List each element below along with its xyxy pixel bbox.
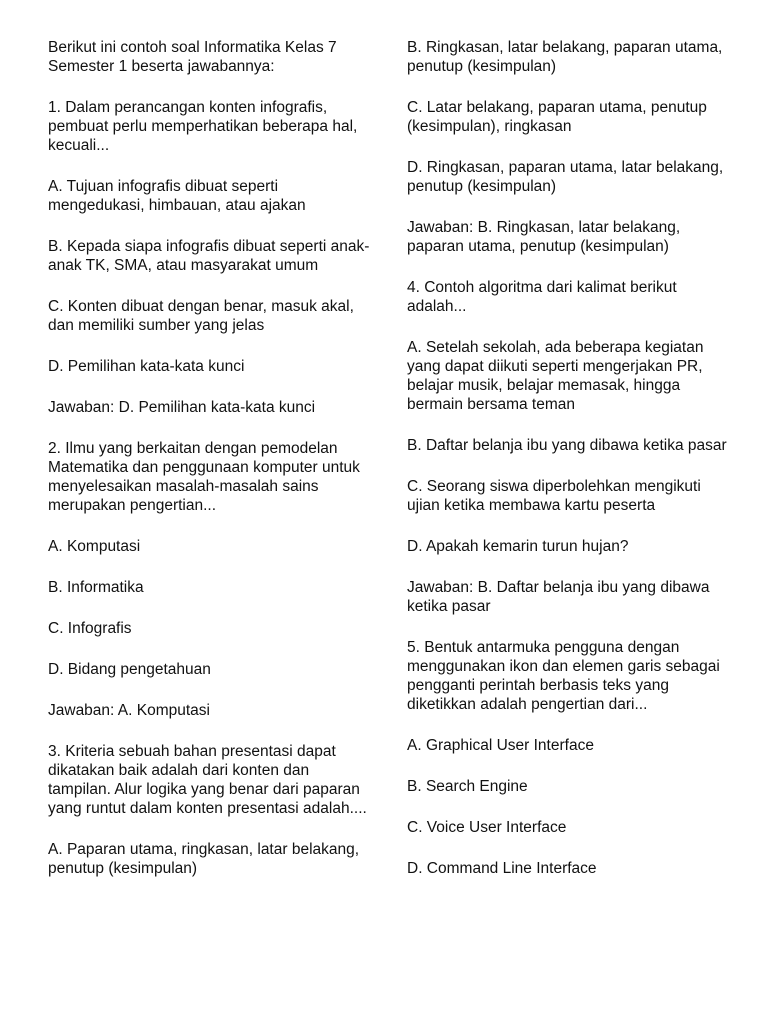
- question-3: 3. Kriteria sebuah bahan presentasi dapat dikatakan baik adalah dari konten dan tampilan. Alur logika yang benar dari paparan yang runtut dalam konten presentasi adalah....: [48, 743, 367, 817]
- q2-option-b: B. Informatika: [48, 579, 144, 596]
- q5-option-b: B. Search Engine: [407, 778, 528, 795]
- q5-option-c: C. Voice User Interface: [407, 819, 567, 836]
- q1-answer: Jawaban: D. Pemilihan kata-kata kunci: [48, 399, 316, 416]
- q2-option-d: D. Bidang pengetahuan: [48, 661, 211, 678]
- q4-answer: Jawaban: B. Daftar belanja ibu yang dibawa ketika pasar: [407, 579, 710, 615]
- q2-option-c: C. Infografis: [48, 620, 132, 637]
- q2-answer: Jawaban: A. Komputasi: [48, 702, 210, 719]
- q4-option-d: D. Apakah kemarin turun hujan?: [407, 538, 629, 555]
- q1-option-b: B. Kepada siapa infografis dibuat seperti anak-anak TK, SMA, atau masyarakat umum: [48, 238, 370, 274]
- q4-option-a: A. Setelah sekolah, ada beberapa kegiatan yang dapat diikuti seperti mengerjakan PR, belajar musik, belajar memasak, hingga bermain bersama teman: [407, 339, 704, 413]
- q3-option-c: C. Latar belakang, paparan utama, penutup (kesimpulan), ringkasan: [407, 99, 707, 135]
- left-column: [48, 38, 370, 900]
- q5-option-d: D. Command Line Interface: [407, 860, 597, 877]
- q2-option-a: A. Komputasi: [48, 538, 141, 555]
- right-column: [407, 38, 729, 900]
- q5-option-a: A. Graphical User Interface: [407, 737, 594, 754]
- q1-option-d: D. Pemilihan kata-kata kunci: [48, 358, 245, 375]
- question-5: 5. Bentuk antarmuka pengguna dengan menggunakan ikon dan elemen garis sebagai pengganti perintah berbasis teks yang diketikkan adalah pengertian dari...: [407, 639, 720, 713]
- q1-option-c: C. Konten dibuat dengan benar, masuk akal, dan memiliki sumber yang jelas: [48, 298, 354, 334]
- q4-option-c: C. Seorang siswa diperbolehkan mengikuti ujian ketika membawa kartu peserta: [407, 478, 701, 514]
- q3-option-b: B. Ringkasan, latar belakang, paparan utama, penutup (kesimpulan): [407, 39, 723, 75]
- q3-option-a: A. Paparan utama, ringkasan, latar belakang, penutup (kesimpulan): [48, 841, 360, 877]
- q4-option-b: B. Daftar belanja ibu yang dibawa ketika pasar: [407, 437, 727, 454]
- question-1: 1. Dalam perancangan konten infografis, pembuat perlu memperhatikan beberapa hal, kecuali...: [48, 99, 358, 154]
- q1-option-a: A. Tujuan infografis dibuat seperti mengedukasi, himbauan, atau ajakan: [48, 178, 306, 214]
- question-2: 2. Ilmu yang berkaitan dengan pemodelan Matematika dan penggunaan komputer untuk menyelesaikan masalah-masalah sains merupakan pengertian...: [48, 440, 360, 514]
- intro-paragraph: Berikut ini contoh soal Informatika Kelas 7 Semester 1 beserta jawabannya:: [48, 39, 337, 75]
- q3-option-d: D. Ringkasan, paparan utama, latar belakang, penutup (kesimpulan): [407, 159, 724, 195]
- question-4: 4. Contoh algoritma dari kalimat berikut adalah...: [407, 279, 677, 315]
- q3-answer: Jawaban: B. Ringkasan, latar belakang, paparan utama, penutup (kesimpulan): [407, 219, 681, 255]
